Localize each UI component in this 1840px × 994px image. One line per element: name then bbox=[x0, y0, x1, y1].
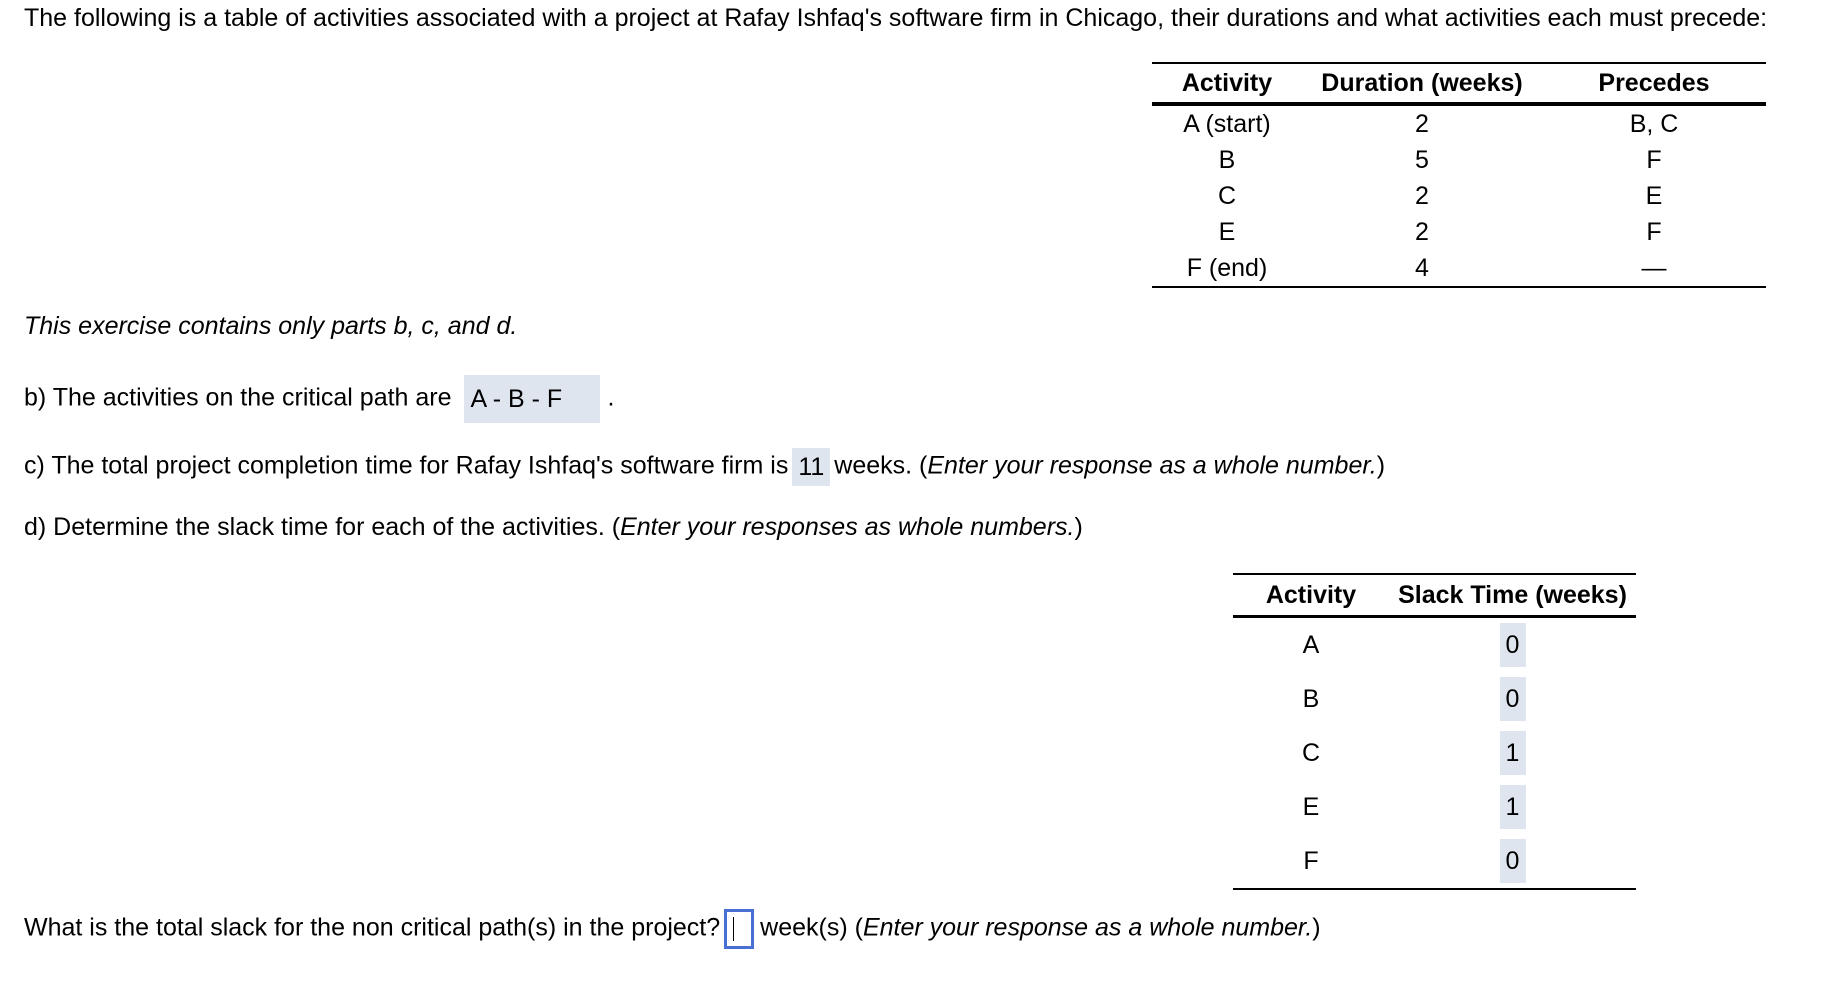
duration-cell: 4 bbox=[1415, 253, 1429, 282]
part-d bbox=[24, 513, 1083, 542]
table-row bbox=[1152, 104, 1766, 142]
part-b-prompt: b) The activities on the critical path are bbox=[24, 383, 452, 412]
slack-cell bbox=[1389, 780, 1636, 834]
activity-cell: A (start) bbox=[1183, 109, 1271, 138]
slack-answer[interactable]: 0 bbox=[1500, 677, 1526, 721]
part-c-weeks: weeks. ( bbox=[834, 451, 928, 480]
part-b-period: . bbox=[607, 383, 615, 412]
slack-table-header bbox=[1233, 574, 1636, 617]
table-row bbox=[1152, 250, 1766, 287]
slack-cell bbox=[1389, 672, 1636, 726]
slack-table bbox=[1233, 573, 1636, 890]
table-row bbox=[1233, 780, 1636, 834]
part-d-prompt: d) Determine the slack time for each of the activities. ( bbox=[24, 513, 621, 541]
text-caret bbox=[733, 917, 734, 941]
slack-answer[interactable]: 1 bbox=[1500, 731, 1526, 775]
part-c-close: ) bbox=[1376, 451, 1386, 480]
slack-answer[interactable]: 1 bbox=[1500, 785, 1526, 829]
duration-cell: 2 bbox=[1415, 181, 1429, 210]
header-duration: Duration (weeks) bbox=[1321, 68, 1523, 97]
precedes-cell: B, C bbox=[1629, 109, 1679, 138]
exercise-note: This exercise contains only parts b, c, and d. bbox=[24, 312, 518, 340]
activity-cell: A bbox=[1302, 630, 1320, 659]
activity-cell: C bbox=[1301, 738, 1321, 767]
part-c bbox=[24, 448, 1385, 486]
header-activity: Activity bbox=[1265, 580, 1357, 609]
activity-cell: C bbox=[1217, 181, 1237, 210]
question-prompt: What is the total slack for the non critical path(s) in the project? bbox=[24, 913, 721, 942]
precedes-cell: E bbox=[1645, 181, 1663, 210]
slack-cell bbox=[1389, 617, 1636, 673]
table-row bbox=[1152, 142, 1766, 178]
header-precedes: Precedes bbox=[1598, 68, 1710, 97]
table-row bbox=[1233, 617, 1636, 673]
slack-cell bbox=[1389, 726, 1636, 780]
part-c-instruction: Enter your response as a whole number. bbox=[927, 451, 1377, 480]
activity-cell: E bbox=[1218, 217, 1236, 246]
duration-cell: 2 bbox=[1415, 109, 1429, 138]
table-row bbox=[1233, 672, 1636, 726]
part-d-close: ) bbox=[1074, 513, 1083, 541]
activity-table bbox=[1152, 62, 1766, 288]
precedes-cell: F bbox=[1646, 145, 1662, 174]
header-slack-time: Slack Time (weeks) bbox=[1398, 580, 1627, 609]
question-weeks: week(s) ( bbox=[760, 913, 863, 942]
slack-answer[interactable]: 0 bbox=[1500, 839, 1526, 883]
table-row bbox=[1152, 214, 1766, 250]
part-b bbox=[24, 375, 614, 423]
slack-cell bbox=[1389, 834, 1636, 889]
total-slack-input[interactable] bbox=[724, 909, 754, 949]
activity-cell: F (end) bbox=[1186, 253, 1268, 282]
header-activity: Activity bbox=[1181, 68, 1273, 97]
critical-path-answer[interactable]: A - B - F bbox=[464, 375, 600, 423]
activity-table-header bbox=[1152, 63, 1766, 104]
duration-cell: 2 bbox=[1415, 217, 1429, 246]
table-row bbox=[1233, 834, 1636, 889]
part-d-instruction: Enter your responses as whole numbers. bbox=[620, 513, 1075, 541]
question-instruction: Enter your response as a whole number. bbox=[862, 913, 1313, 942]
precedes-cell: F bbox=[1646, 217, 1662, 246]
completion-time-answer[interactable]: 11 bbox=[792, 448, 830, 486]
part-c-prompt: c) The total project completion time for Rafay Ishfaq's software firm is bbox=[24, 451, 789, 480]
intro-text: The following is a table of activities associated with a project at Rafay Ishfaq's software firm in Chicago, their durations and what activities each must precede: bbox=[24, 4, 1768, 32]
activity-cell: F bbox=[1303, 846, 1319, 875]
table-row bbox=[1152, 178, 1766, 214]
activity-cell: E bbox=[1302, 792, 1320, 821]
activity-cell: B bbox=[1302, 684, 1320, 713]
total-slack-question bbox=[24, 909, 1321, 949]
duration-cell: 5 bbox=[1415, 145, 1429, 174]
activity-cell: B bbox=[1218, 145, 1236, 174]
precedes-cell: — bbox=[1641, 253, 1667, 282]
slack-answer[interactable]: 0 bbox=[1500, 623, 1526, 667]
question-close: ) bbox=[1312, 913, 1321, 942]
table-row bbox=[1233, 726, 1636, 780]
